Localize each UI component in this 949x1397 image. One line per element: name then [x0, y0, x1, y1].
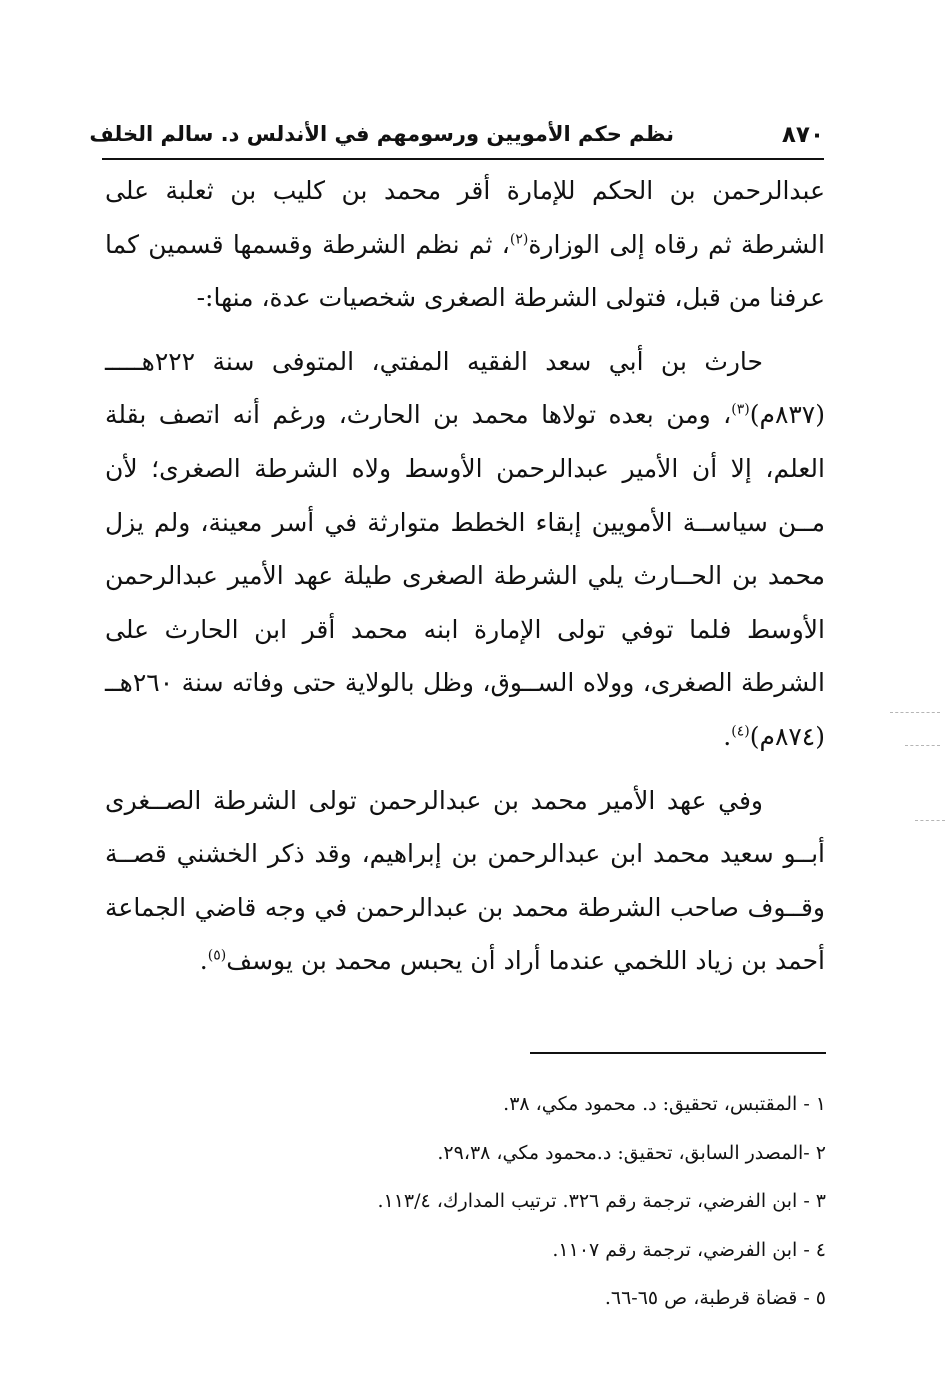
- paragraph: [105, 774, 825, 988]
- paragraph-text: حارث بن أبي سعد الفقيه المفتي، المتوفى سنة ٢٢٢هـــــ (٨٣٧م): [105, 346, 825, 430]
- footnote-ref: (٤): [731, 723, 750, 740]
- paragraph: [105, 164, 825, 325]
- paragraph-text: عبدالرحمن بن الحكم للإمارة أقر محمد بن كليب بن ثعلبة على الشرطة ثم رقاه إلى الوزارة: [105, 176, 825, 259]
- footnote-separator: [530, 1052, 826, 1054]
- footnote: ٤ - ابن الفرضي، ترجمة رقم ١١٠٧.: [552, 1238, 826, 1261]
- body-text: [105, 164, 825, 988]
- page-number: ٨٧٠: [781, 122, 824, 148]
- paragraph-text: .: [199, 946, 208, 976]
- paragraph: [105, 335, 825, 764]
- scan-margin-mark: [915, 820, 945, 821]
- paragraph-text: وفي عهد الأمير محمد بن عبدالرحمن تولى الشرطة الصــغرى أبــو سعيد محمد ابن عبدالرحمن بن إبراهيم، وقد ذكر الخشني قصــة وقــوف صاحب الشرطة محمد بن عبدالرحمن في وجه قاضي الجماعة أحمد بن زياد اللخمي عندما أراد أن يحبس محمد بن يوسف: [105, 785, 825, 976]
- footnote: ٢ -المصدر السابق، تحقيق: د.محمود مكي، ٢٩،٣٨.: [437, 1141, 826, 1164]
- running-title: نظم حكم الأمويين ورسومهم في الأندلس د. سالم الخلف: [89, 122, 674, 146]
- footnote-ref: (٢): [509, 231, 529, 248]
- footnote-ref: (٣): [731, 402, 750, 419]
- paragraph-text: ، ومن بعده تولاها محمد بن الحارث، ورغم أنه اتصف بقلة العلم، إلا أن الأمير عبدالرحمن الأوسط ولاه الشرطة الصغرى؛ لأن مــن سياســة الأمويين إبقاء الخطط متوارثة في أسر معينة، ولم يزل محمد بن الحــارث يلي الشرطة الصغرى طيلة عهد الأمير عبدالرحمن الأوسط فلما توفي تولى الإمارة ابنه محمد أقر ابن الحارث على الشرطة الصغرى، وولاه الســوق، وظل بالولاية حتى وفاته سنة ٢٦٠هــ (٨٧٤م): [105, 400, 825, 751]
- footnote: ٣ - ابن الفرضي، ترجمة رقم ٣٢٦. ترتيب المدارك، ١١٣/٤.: [377, 1190, 826, 1212]
- page-header: [89, 120, 824, 160]
- paragraph-text: .: [723, 721, 732, 751]
- footnote: ١ - المقتبس، تحقيق: د. محمود مكي، ٣٨.: [503, 1093, 826, 1115]
- footnote-ref: (٥): [207, 947, 227, 964]
- scan-margin-mark: [890, 712, 940, 713]
- paragraph-text: ، ثم نظم الشرطة وقسمها قسمين كما عرفنا من قبل، فتولى الشرطة الصغرى شخصيات عدة، منها:-: [105, 229, 825, 313]
- scan-margin-mark: [905, 745, 940, 746]
- footnotes: [250, 1080, 826, 1323]
- footnote: ٥ - قضاة قرطبة، ص ٦٥-٦٦.: [604, 1287, 826, 1309]
